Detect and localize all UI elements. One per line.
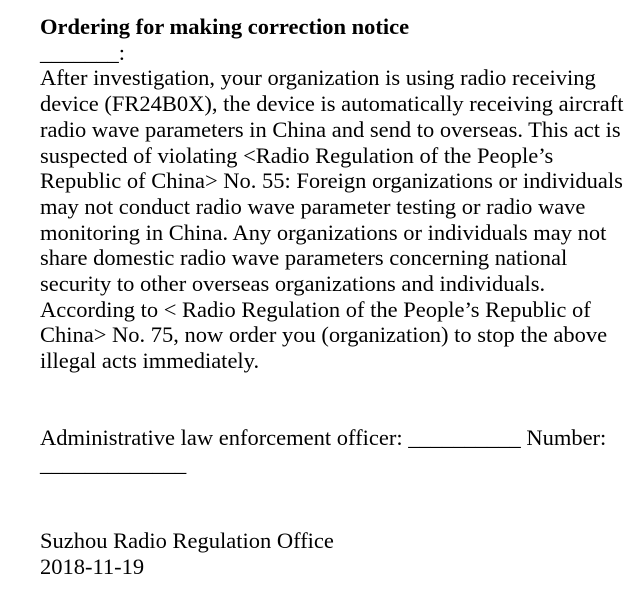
- salutation-blank-line: _______:: [40, 39, 126, 65]
- body-line: may not conduct radio wave parameter testing or radio wave: [40, 193, 586, 219]
- notice-body: [40, 65, 627, 373]
- body-line: Republic of China> No. 55: Foreign organizations or individuals: [40, 168, 623, 194]
- body-line: device (FR24B0X), the device is automatically receiving aircraft: [40, 91, 624, 117]
- number-blank-line: _____________: [40, 450, 187, 476]
- body-line: China> No. 75, now order you (organization) to stop the above: [40, 322, 608, 348]
- issue-date: 2018-11-19: [40, 553, 145, 579]
- body-line: suspected of violating <Radio Regulation of the People’s: [40, 142, 554, 168]
- body-line: According to < Radio Regulation of the People’s Republic of: [40, 296, 591, 322]
- officer-and-number-line: Administrative law enforcement officer: __________ Number:: [40, 425, 607, 451]
- body-line: illegal acts immediately.: [40, 348, 260, 374]
- issuer-signature-section: [40, 528, 627, 579]
- body-line: security to other overseas organizations and individuals.: [40, 271, 546, 297]
- issuer-name: Suzhou Radio Regulation Office: [40, 528, 334, 554]
- body-line: share domestic radio wave parameters concerning national: [40, 245, 568, 271]
- body-line: After investigation, your organization is using radio receiving: [40, 65, 596, 91]
- document-title: Ordering for making correction notice: [40, 14, 410, 39]
- body-line: radio wave parameters in China and send to overseas. This act is: [40, 116, 621, 142]
- body-line: monitoring in China. Any organizations or individuals may not: [40, 219, 607, 245]
- officer-signature-section: [40, 425, 627, 476]
